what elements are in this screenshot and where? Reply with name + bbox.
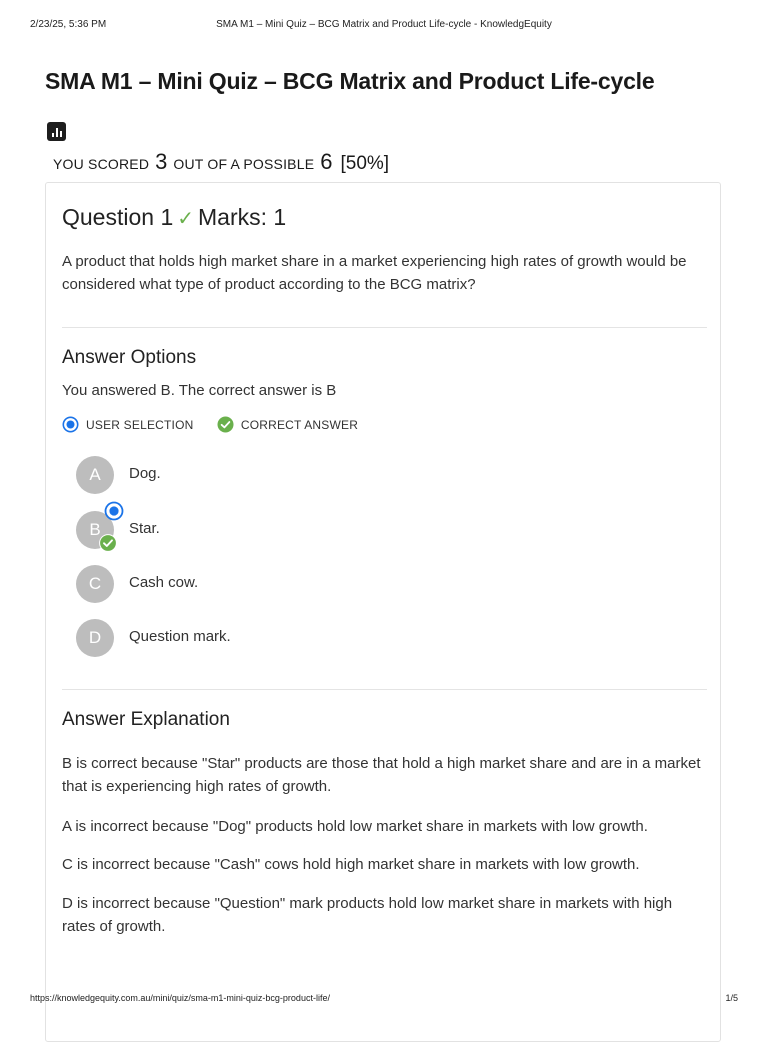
question-text: A product that holds high market share in a market experiencing high rates of growth would be considered what type of product according to the BCG matrix?: [62, 253, 687, 293]
check-circle-icon: [217, 416, 234, 433]
legend-user-label: USER SELECTION: [86, 417, 194, 432]
divider: [62, 327, 707, 328]
print-datetime: 2/23/25, 5:36 PM: [30, 19, 107, 30]
question-header: [62, 204, 286, 231]
answer-summary: You answered B. The correct answer is B: [62, 382, 337, 399]
print-header: [30, 19, 738, 33]
divider: [62, 689, 707, 690]
check-circle-icon: [99, 534, 117, 552]
answer-option-c[interactable]: [76, 565, 676, 603]
answer-option-b[interactable]: [76, 511, 676, 549]
explanation-paragraph: D is incorrect because "Question" mark products hold low market share in markets with high rates of growth.: [62, 895, 673, 935]
radio-selected-icon: [104, 501, 124, 521]
answer-option-d[interactable]: [76, 619, 676, 657]
legend-correct-label: CORRECT ANSWER: [240, 417, 359, 432]
option-letter: B: [76, 511, 114, 549]
page-title: SMA M1 – Mini Quiz – BCG Matrix and Product Life-cycle: [45, 68, 655, 94]
print-url: https://knowledgequity.com.au/mini/quiz/sma-m1-mini-quiz-bcg-product-life/: [30, 993, 330, 1003]
possible-value: 6: [320, 149, 333, 174]
score-percent: [50%]: [340, 153, 390, 174]
score-value: 3: [155, 149, 168, 174]
option-letter: D: [76, 619, 114, 657]
answer-option-a[interactable]: [76, 456, 676, 494]
radio-selected-icon: [62, 416, 79, 433]
print-page-number: 1/5: [725, 993, 738, 1003]
print-footer: [30, 993, 738, 1007]
option-text: Question mark.: [129, 628, 231, 645]
option-text: Dog.: [129, 465, 161, 482]
question-marks: Marks: 1: [198, 204, 287, 230]
option-letter: C: [76, 565, 114, 603]
question-card: [45, 182, 721, 1042]
answer-legend: [62, 416, 378, 436]
possible-label: OUT OF A POSSIBLE: [173, 156, 315, 172]
option-letter: A: [76, 456, 114, 494]
answer-options-heading: Answer Options: [62, 347, 197, 368]
bar-chart-icon[interactable]: [47, 122, 66, 141]
option-text: Cash cow.: [129, 574, 199, 591]
explanation-paragraph: B is correct because "Star" products are those that hold a high market share and are in a market that is experiencing high rates of growth.: [62, 755, 701, 795]
score-label: YOU SCORED: [53, 156, 150, 172]
check-icon: ✓: [177, 208, 195, 230]
legend-correct-answer: [217, 416, 358, 433]
answer-explanation-heading: Answer Explanation: [62, 709, 230, 730]
legend-user-selection: [62, 416, 194, 433]
option-text: Star.: [129, 520, 160, 537]
score-summary: [53, 149, 389, 175]
question-title: Question 1: [62, 204, 174, 230]
explanation-paragraph: C is incorrect because "Cash" cows hold high market share in markets with low growth.: [62, 856, 640, 873]
explanation-paragraph: A is incorrect because "Dog" products hold low market share in markets with low growth.: [62, 818, 648, 835]
print-doc-title: SMA M1 – Mini Quiz – BCG Matrix and Product Life-cycle - KnowledgEquity: [216, 19, 552, 30]
